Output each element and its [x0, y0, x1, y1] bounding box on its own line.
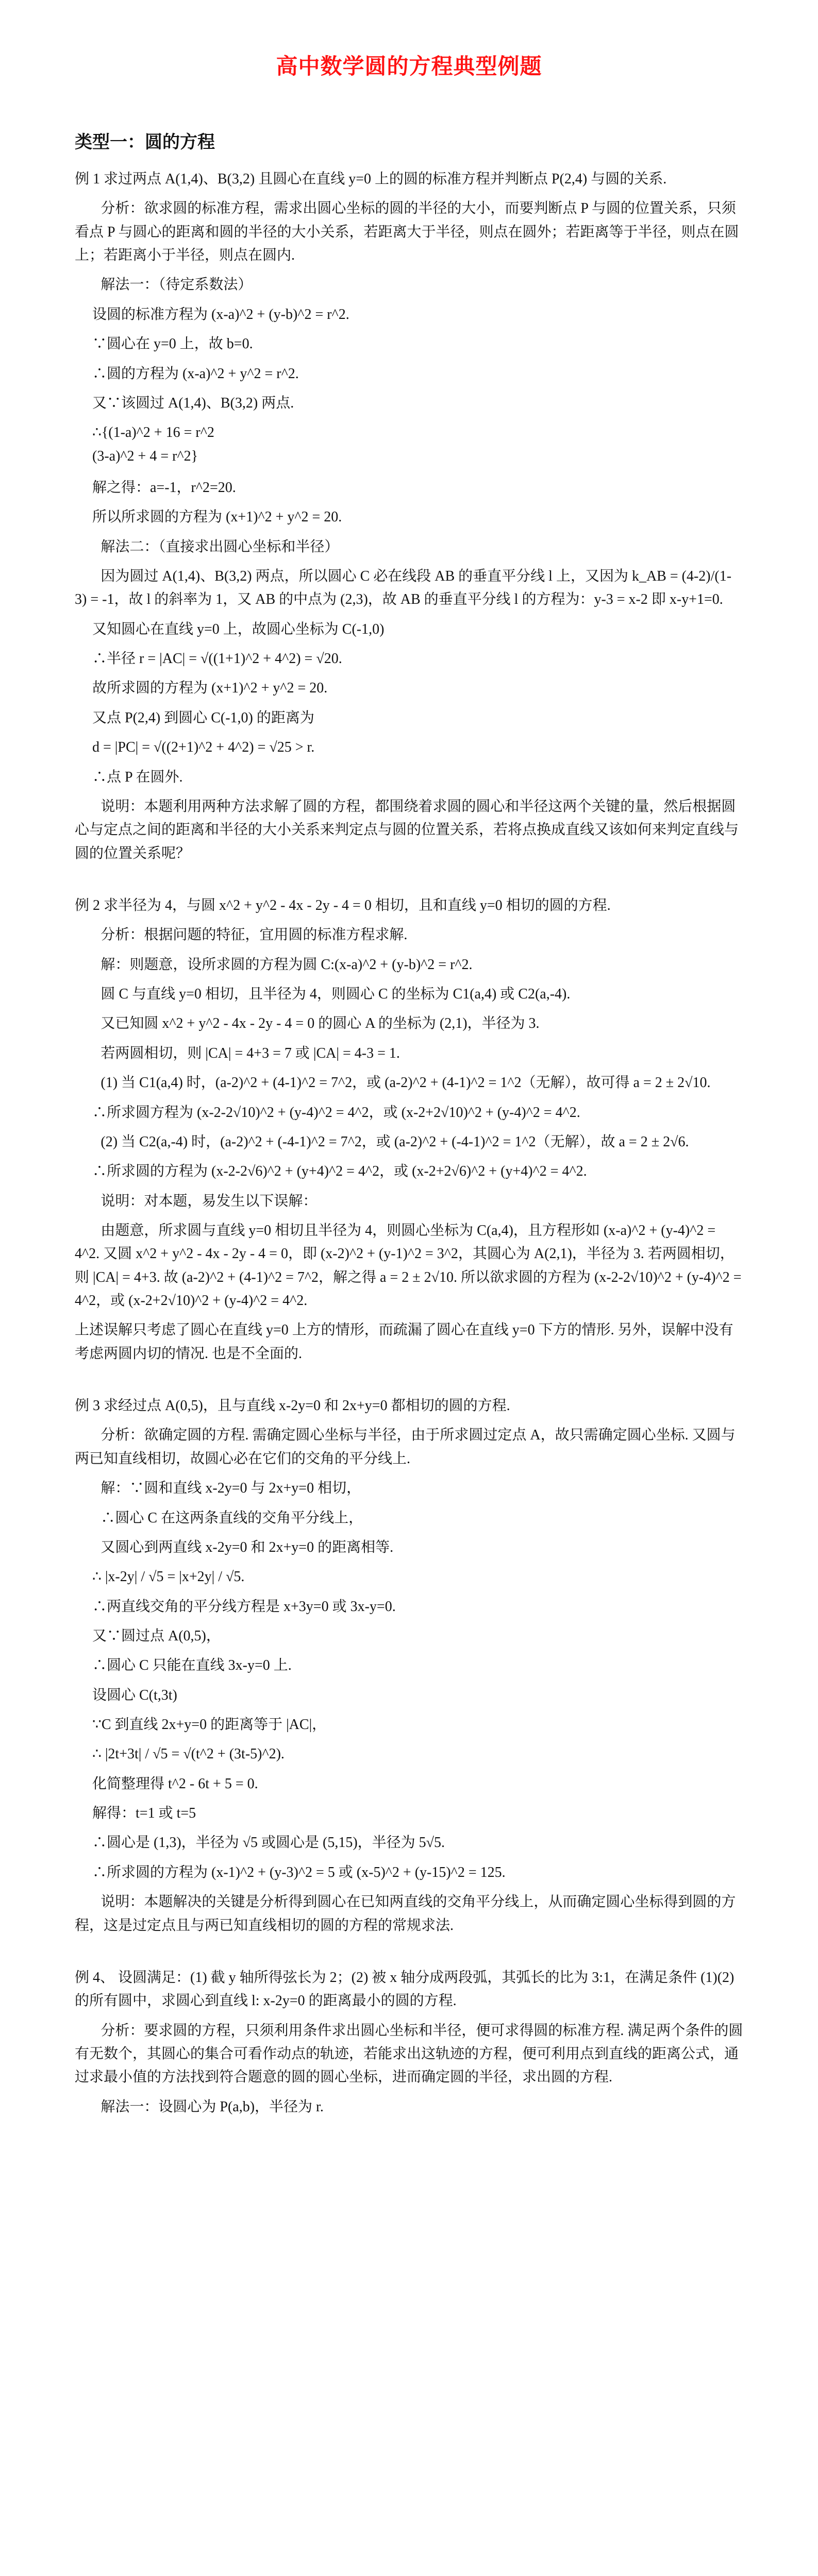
example-2-result-2: ∴所求圆的方程为 (x-2-2√6)^2 + (y+4)^2 = 4^2，或 (x-2+2√6)^2 + (y+4)^2 = 4^2.: [92, 1163, 587, 1180]
example-1-step-3: ∴圆的方程为 (x-a)^2 + y^2 = r^2.: [92, 365, 299, 382]
example-3-step-5: ∴两直线交角的平分线方程是 x+3y=0 或 3x-y=0.: [92, 1598, 396, 1615]
example-3-step-6: 又∵圆过点 A(0,5)，: [92, 1628, 221, 1644]
example-1-analysis: 分析：欲求圆的标准方程，需求出圆心坐标的圆的半径的大小，而要判断点 P 与圆的位置关系，只须看点 P 与圆心的距离和圆的半径的大小关系，若距离大于半径，则点在圆外；若距离等于半径，则点在圆上；若距离小于半径，则点在圆内.: [75, 200, 739, 264]
example-1-step-4: 又∵该圆过 A(1,4)、B(3,2) 两点.: [92, 395, 294, 411]
example-2-block: [75, 894, 743, 1365]
example-1-system-line-2: (3-a)^2 + 4 = r^2}: [92, 448, 198, 464]
example-2-summary: 上述误解只考虑了圆心在直线 y=0 上方的情形，而疏漏了圆心在直线 y=0 下方的情形. 另外，误解中没有考虑两圆内切的情况. 也是不全面的.: [75, 1322, 733, 1362]
example-1-step-10: 又点 P(2,4) 到圆心 C(-1,0) 的距离为: [92, 709, 314, 726]
example-2-analysis: 分析：根据问题的特征，宜用圆的标准方程求解.: [101, 927, 408, 943]
example-1-step-9: 故所求圆的方程为 (x+1)^2 + y^2 = 20.: [92, 680, 328, 697]
example-3-step-4: ∴ |x-2y| / √5 = |x+2y| / √5.: [92, 1569, 245, 1585]
example-2-case-2: (2) 当 C2(a,-4) 时，(a-2)^2 + (-4-1)^2 = 7^2，或 (a-2)^2 + (-4-1)^2 = 1^2（无解），故 a = 2 ± 2√6.: [101, 1133, 689, 1150]
example-3-block: [75, 1394, 743, 1937]
example-3-step-9: ∵C 到直线 2x+y=0 的距离等于 |AC|，: [92, 1717, 327, 1733]
example-4-question: 例 4、 设圆满足：(1) 截 y 轴所得弦长为 2；(2) 被 x 轴分成两段弧，其弧长的比为 3:1，在满足条件 (1)(2) 的所有圆中，求圆心到直线 l: x-2y=0 的距离最小的圆的方程.: [75, 1969, 734, 2009]
example-2-mistake-intro: 说明：对本题，易发生以下误解：: [101, 1193, 318, 1209]
example-3-step-8: 设圆心 C(t,3t): [92, 1687, 177, 1703]
example-3-step-11: 化简整理得 t^2 - 6t + 5 = 0.: [92, 1775, 258, 1792]
example-1-step-5: 解之得：a=-1，r^2=20.: [92, 479, 236, 496]
page-title: 高中数学圆的方程典型例题: [276, 55, 542, 79]
example-2-step-3: 若两圆相切，则 |CA| = 4+3 = 7 或 |CA| = 4-3 = 1.: [101, 1045, 400, 1061]
example-1-method-1-title: 解法一：（待定系数法）: [101, 277, 253, 293]
example-1-step-7: 又知圆心在直线 y=0 上，故圆心坐标为 C(-1,0): [92, 621, 385, 637]
example-1-explanation: 说明：本题利用两种方法求解了圆的方程，都围绕着求圆的圆心和半径这两个关键的量，然后根据圆心与定点之间的距离和半径的大小关系来判定点与圆的位置关系，若将点换成直线又该如何来判定直线与圆的位置关系呢？: [75, 798, 739, 861]
example-4-method-1: 解法一：设圆心为 P(a,b)，半径为 r.: [101, 2098, 324, 2115]
example-3-step-13: ∴圆心是 (1,3)，半径为 √5 或圆心是 (5,15)，半径为 5√5.: [92, 1835, 445, 1851]
example-1-step-6: 所以所求圆的方程为 (x+1)^2 + y^2 = 20.: [92, 509, 342, 526]
example-1-question: 例 1 求过两点 A(1,4)、B(3,2) 且圆心在直线 y=0 上的圆的标准方程并判断点 P(2,4) 与圆的关系.: [75, 171, 667, 187]
example-3-step-3: 又圆心到两直线 x-2y=0 和 2x+y=0 的距离相等.: [101, 1539, 394, 1555]
example-1-step-1: 设圆的标准方程为 (x-a)^2 + (y-b)^2 = r^2.: [92, 306, 349, 323]
example-1-step-11: d = |PC| = √((2+1)^2 + 4^2) = √25 > r.: [92, 739, 315, 756]
example-1-step-8: ∴半径 r = |AC| = √((1+1)^2 + 4^2) = √20.: [92, 651, 342, 667]
example-2-step-1: 圆 C 与直线 y=0 相切，且半径为 4，则圆心 C 的坐标为 C1(a,4) 或 C2(a,-4).: [101, 986, 571, 1003]
example-2-result-1: ∴所求圆方程为 (x-2-2√10)^2 + (y-4)^2 = 4^2，或 (x-2+2√10)^2 + (y-4)^2 = 4^2.: [92, 1104, 580, 1121]
example-2-step-2: 又已知圆 x^2 + y^2 - 4x - 2y - 4 = 0 的圆心 A 的坐标为 (2,1)，半径为 3.: [101, 1015, 540, 1032]
example-3-question: 例 3 求经过点 A(0,5)，且与直线 x-2y=0 和 2x+y=0 都相切的圆的方程.: [75, 1398, 510, 1414]
example-2-mistake-paragraph: 由题意，所求圆与直线 y=0 相切且半径为 4，则圆心坐标为 C(a,4)，且方程形如 (x-a)^2 + (y-4)^2 = 4^2. 又圆 x^2 + y^2 - 4x - 2y - 4 = 0，即 (x-2)^2 + (y-1)^2 = 3^2，其圆心为 A(2,1)，半径为 3. 若两圆相切，则 |CA| = 4+3. 故 (a-2)^2 + (4-1)^2 = 7^2，解之得 a = 2 ± 2√10. 所以欲求圆的方程为 (x-2-2√10)^2 + (y-4)^2 = 4^2，或 (x-2+2√10)^2 + (y-4)^2 = 4^2.: [75, 1222, 742, 1309]
example-3-step-14: ∴所求圆的方程为 (x-1)^2 + (y-3)^2 = 5 或 (x-5)^2 + (y-15)^2 = 125.: [92, 1864, 506, 1880]
example-1-system-line-1: ∴{(1-a)^2 + 16 = r^2: [92, 425, 214, 441]
example-4-block: [75, 1966, 743, 2119]
section-title: 类型一：圆的方程: [75, 133, 215, 152]
example-1-step-12: ∴点 P 在圆外.: [92, 769, 183, 785]
example-3-step-10: ∴ |2t+3t| / √5 = √(t^2 + (3t-5)^2).: [92, 1746, 285, 1762]
example-3-analysis: 分析：欲确定圆的方程. 需确定圆心坐标与半径，由于所求圆过定点 A，故只需确定圆心坐标. 又圆与两已知直线相切，故圆心必在它们的交角的平分线上.: [75, 1427, 736, 1467]
example-1-method-2-paragraph: 因为圆过 A(1,4)、B(3,2) 两点，所以圆心 C 必在线段 AB 的垂直平分线 l 上，又因为 k_AB = (4-2)/(1-3) = -1，故 l 的斜率为 1，又 AB 的中点为 (2,3)，故 AB 的垂直平分线 l 的方程为：y-3 = x-2 即 x-y+1=0.: [75, 568, 732, 608]
example-2-question: 例 2 求半径为 4，与圆 x^2 + y^2 - 4x - 2y - 4 = 0 相切，且和直线 y=0 相切的圆的方程.: [75, 897, 611, 913]
example-3-step-1: 解：∵圆和直线 x-2y=0 与 2x+y=0 相切，: [101, 1480, 361, 1497]
example-1-method-2-title: 解法二：（直接求出圆心坐标和半径）: [101, 538, 339, 555]
example-1-block: [75, 167, 743, 865]
example-3-step-7: ∴圆心 C 只能在直线 3x-y=0 上.: [92, 1657, 292, 1674]
example-2-case-1: (1) 当 C1(a,4) 时，(a-2)^2 + (4-1)^2 = 7^2，或 (a-2)^2 + (4-1)^2 = 1^2（无解），故可得 a = 2 ± 2√10.: [101, 1075, 711, 1091]
example-1-system: [92, 421, 743, 468]
example-1-step-2: ∵圆心在 y=0 上，故 b=0.: [92, 336, 253, 352]
example-3-explanation: 说明：本题解决的关键是分析得到圆心在已知两直线的交角平分线上，从而确定圆心坐标得到圆的方程，这是过定点且与两已知直线相切的圆的方程的常规求法.: [75, 1894, 736, 1934]
example-3-step-12: 解得：t=1 或 t=5: [92, 1805, 196, 1822]
example-3-step-2: ∴圆心 C 在这两条直线的交角平分线上，: [101, 1510, 363, 1526]
example-2-solution-intro: 解：则题意，设所求圆的方程为圆 C:(x-a)^2 + (y-b)^2 = r^2.: [101, 956, 473, 973]
example-4-analysis: 分析：要求圆的方程，只须利用条件求出圆心坐标和半径，便可求得圆的标准方程. 满足两个条件的圆有无数个，其圆心的集合可看作动点的轨迹，若能求出这轨迹的方程，便可利用点到直线的距离公式，通过求最小值的方法找到符合题意的圆的圆心坐标，进而确定圆的半径，求出圆的方程.: [75, 2022, 743, 2086]
